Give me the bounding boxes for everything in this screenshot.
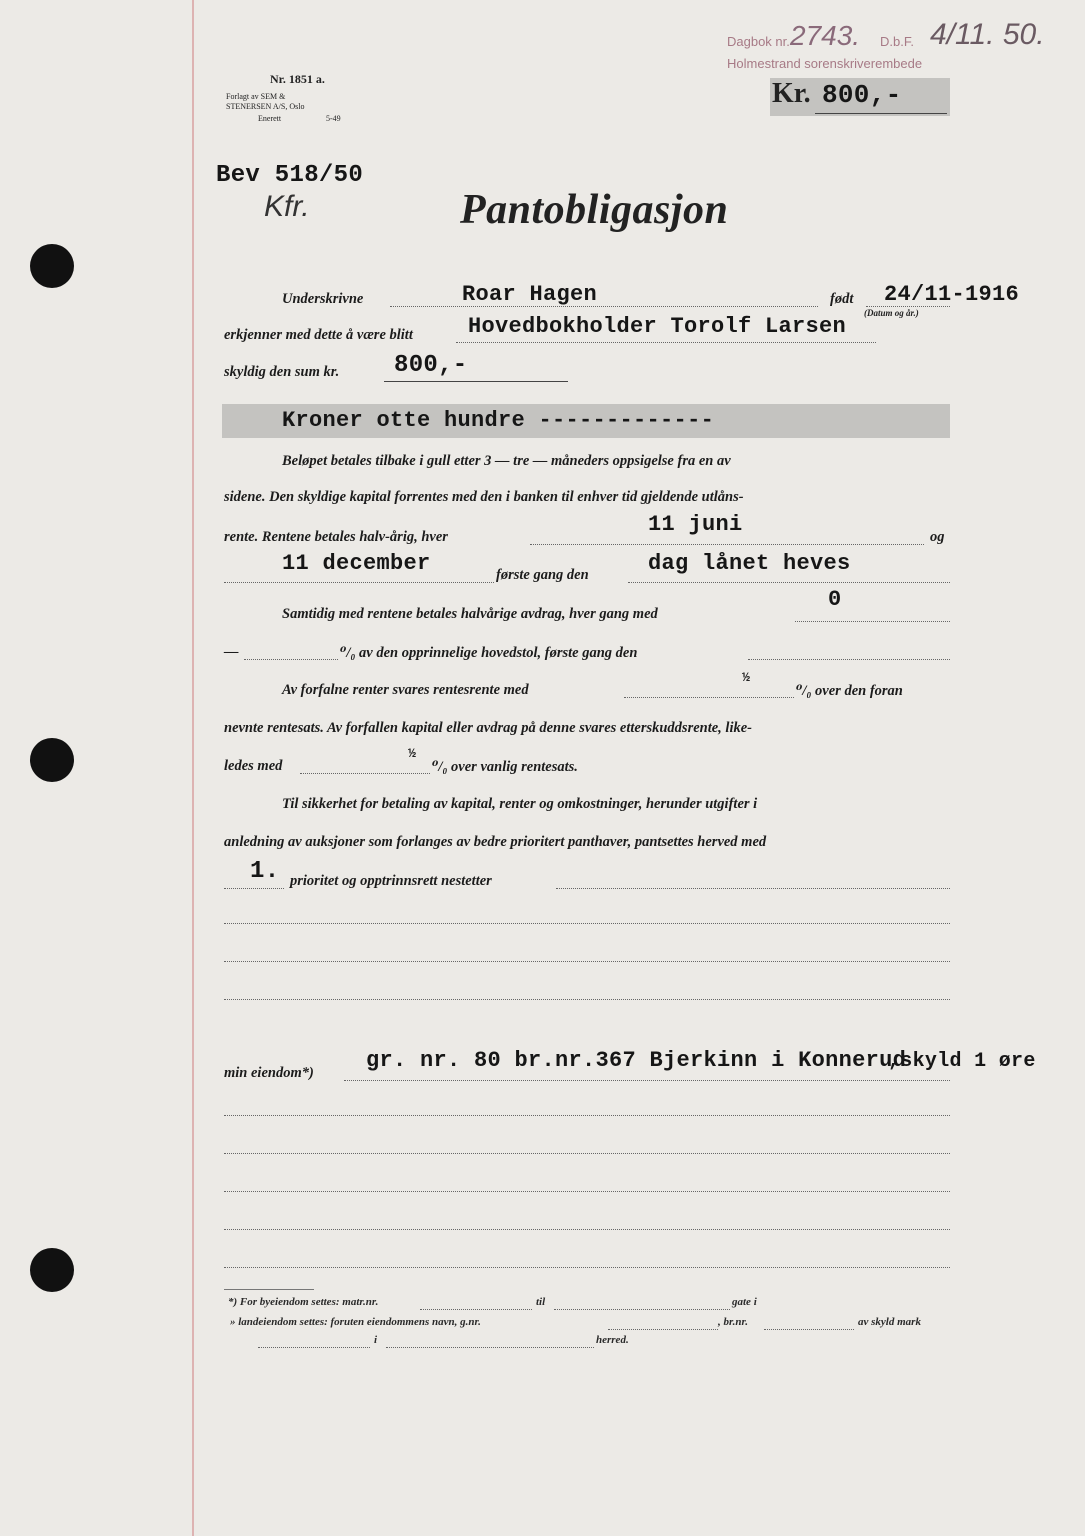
footnote-fill: [386, 1346, 594, 1348]
blank-line: [224, 1114, 950, 1116]
initials: Kfr.: [264, 190, 310, 223]
body-line: sidene. Den skyldige kapital forrentes med den i banken til enhver tid gjeldende utlåns-: [224, 489, 744, 505]
body-line: Av forfalne renter svares rentesrente med: [282, 682, 529, 698]
creditor-name: Hovedbokholder Torolf Larsen: [468, 314, 847, 339]
body-line: ledes med: [224, 758, 283, 774]
body-line: første gang den: [496, 567, 589, 583]
debtor-name: Roar Hagen: [462, 282, 598, 307]
priority-value: 1.: [250, 858, 280, 885]
footnote-line: » landeiendom settes: foruten eiendommens navn, g.nr.: [230, 1316, 481, 1328]
priority-fill-line: [556, 887, 950, 889]
margin-line: [192, 0, 194, 1536]
journal-number: 2743.: [790, 20, 861, 51]
erkjenner-line: [456, 341, 876, 343]
body-line: ⁰/₀ over vanlig rentesats.: [432, 759, 578, 775]
interest-date-line: [530, 543, 924, 545]
footnote-rule: [224, 1288, 314, 1290]
body-line: Beløpet betales tilbake i gull etter 3 — tre — måneders oppsigelse fra en av: [282, 453, 731, 469]
fodt-label: født: [830, 291, 854, 307]
debt-amount: 800,-: [394, 352, 468, 379]
footnote-line: til: [536, 1296, 546, 1308]
undersk-line: [390, 305, 818, 307]
kr-amount: 800,-: [822, 80, 902, 110]
blank-line: [224, 960, 950, 962]
punch-hole: [30, 1248, 74, 1292]
bev-reference: Bev 518/50: [216, 162, 364, 189]
first-interest-date: dag lånet heves: [648, 551, 851, 576]
interest-date-1: 11 juni: [648, 512, 743, 537]
footnote-line: av skyld mark: [858, 1316, 921, 1328]
form-number: Nr. 1851 a.: [270, 72, 325, 86]
kr-underline: [815, 112, 947, 114]
blank-line: [224, 998, 950, 1000]
erkjenner-label: erkjenner med dette å være blitt: [224, 327, 413, 343]
blank-line: [224, 1266, 950, 1268]
footnote-fill: [258, 1346, 370, 1348]
blank-line: [224, 1152, 950, 1154]
body-line: nevnte rentesats. Av forfallen kapital eller avdrag på denne svares etterskuddsrente, like-: [224, 720, 752, 736]
footnote-line: , br.nr.: [718, 1316, 748, 1328]
body-line: Samtidig med rentene betales halvårige avdrag, hver gang med: [282, 606, 658, 622]
publisher-line: Forlagt av SEM & STENERSEN A/S, Oslo: [226, 92, 305, 111]
body-line: ⁰/₀ av den opprinnelige hovedstol, første gang den: [340, 645, 638, 661]
priority-line: [224, 887, 284, 889]
first-installment-line: [748, 658, 950, 660]
body-line: prioritet og opptrinnsrett nestetter: [290, 873, 492, 889]
skyldig-label: skyldig den sum kr.: [224, 364, 340, 380]
kr-label: Kr.: [772, 78, 811, 109]
late-rate-line: [300, 772, 430, 774]
footnote-fill: [554, 1308, 730, 1310]
punch-hole: [30, 244, 74, 288]
property-description: gr. nr. 80 br.nr.367 Bjerkinn i Konnerud: [366, 1048, 907, 1073]
body-line: anledning av auksjoner som forlanges av bedre prioritert panthaver, pantsettes herved med: [224, 834, 767, 850]
percent-line: [244, 658, 338, 660]
blank-line: [224, 1190, 950, 1192]
eiendom-label: min eiendom*): [224, 1065, 314, 1081]
late-rate: ½: [408, 746, 416, 761]
footnote-line: i: [374, 1334, 378, 1346]
penalty-rate: ½: [742, 670, 750, 685]
installment-value: 0: [828, 587, 842, 612]
rate-line: [624, 696, 794, 698]
punch-hole: [30, 738, 74, 782]
blank-line: [224, 922, 950, 924]
document-title: Pantobligasjon: [460, 187, 729, 233]
skyldig-line: [384, 380, 568, 382]
first-date-line: [628, 581, 950, 583]
journal-stamp-label: Dagbok nr.: [727, 34, 790, 49]
footnote-line: *) For byeiendom settes: matr.nr.: [228, 1296, 379, 1308]
body-line: rente. Rentene betales halv-årig, hver: [224, 529, 448, 545]
footnote-line: herred.: [596, 1334, 629, 1346]
property-skyld: ,skyld 1 øre: [888, 1050, 1036, 1073]
footnote-line: gate i: [732, 1296, 757, 1308]
eiendom-line: [344, 1079, 950, 1081]
footnote-fill: [608, 1328, 718, 1330]
interest-date-line: [224, 581, 494, 583]
journal-date: 4/11. 50.: [930, 18, 1045, 51]
datum-note: (Datum og år.): [864, 308, 919, 318]
undersk-label: Underskrivne: [282, 291, 364, 307]
body-line: Til sikkerhet for betaling av kapital, renter og omkostninger, herunder utgifter i: [282, 796, 758, 812]
installment-line: [795, 620, 950, 622]
publisher-enerett: Enerett: [258, 114, 282, 123]
footnote-fill: [764, 1328, 854, 1330]
publisher-date: 5-49: [326, 114, 341, 123]
body-line: —: [224, 644, 239, 660]
amount-in-words: Kroner otte hundre -------------: [282, 408, 715, 433]
birth-date: 24/11-1916: [884, 282, 1020, 307]
body-line: ⁰/₀ over den foran: [796, 683, 903, 699]
interest-date-2: 11 december: [282, 551, 431, 576]
blank-line: [224, 1228, 950, 1230]
journal-stamp-suffix: D.b.F.: [880, 34, 914, 49]
footnote-fill: [420, 1308, 532, 1310]
court-name: Holmestrand sorenskriverembede: [727, 56, 923, 71]
body-line: og: [930, 529, 945, 545]
